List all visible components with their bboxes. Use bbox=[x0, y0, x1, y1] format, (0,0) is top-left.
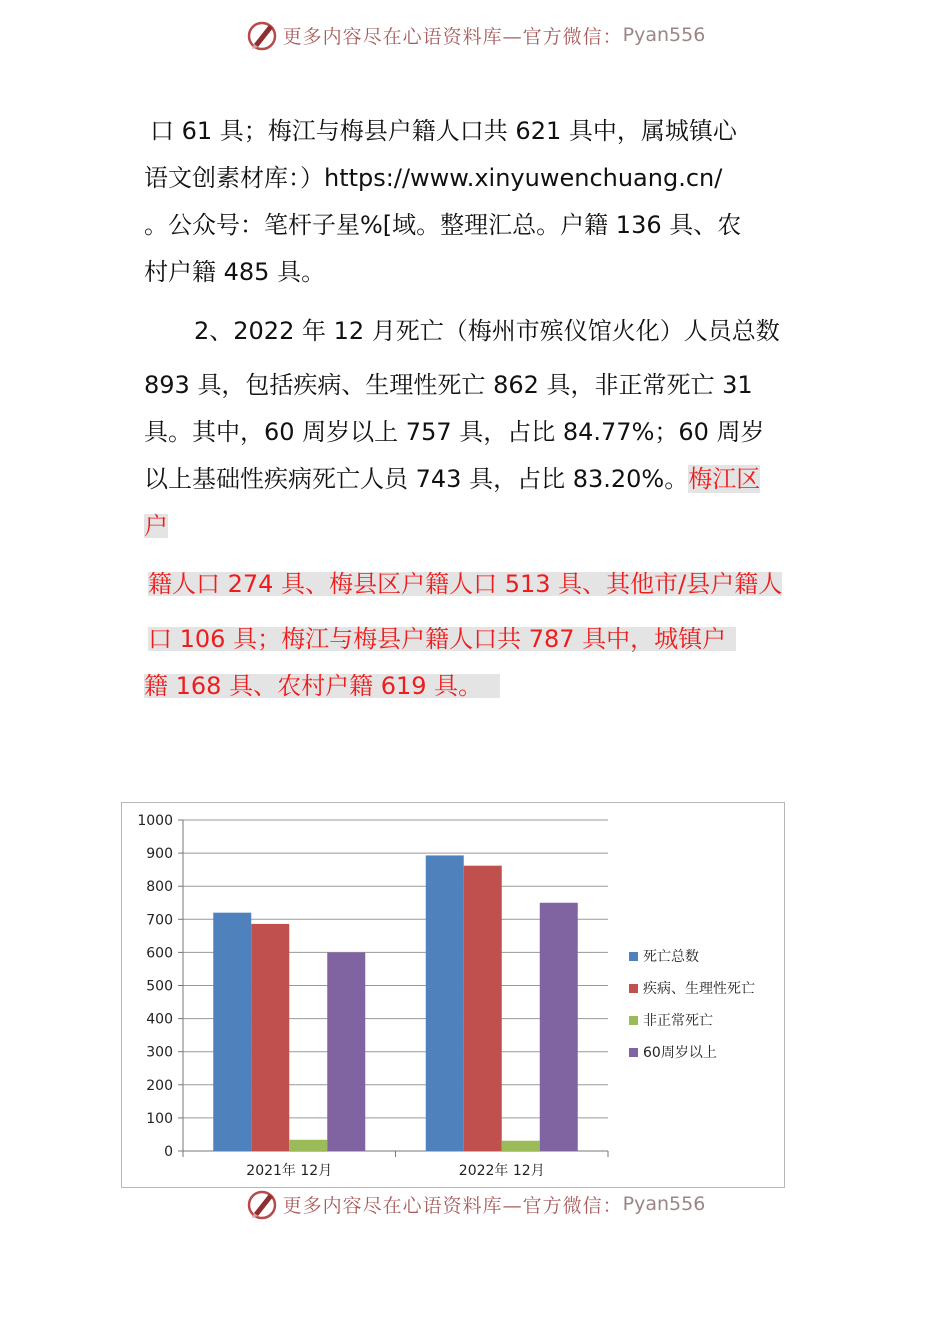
banner-text: 更多内容尽在心语资料库—官方微信： bbox=[282, 1194, 623, 1217]
bar bbox=[251, 924, 289, 1151]
paragraph-line: 语文创素材库：）https://www.xinyuwenchuang.cn/ bbox=[144, 164, 723, 192]
y-tick-label: 800 bbox=[146, 879, 173, 896]
legend-label: 60周岁以上 bbox=[643, 1045, 717, 1061]
y-tick-label: 400 bbox=[146, 1011, 173, 1028]
bar-chart bbox=[121, 802, 785, 1188]
y-tick-label: 1000 bbox=[137, 813, 173, 829]
bar bbox=[464, 866, 502, 1151]
y-tick-label: 200 bbox=[146, 1077, 173, 1094]
bar bbox=[327, 952, 365, 1151]
paragraph-line: 村户籍 485 具。 bbox=[144, 258, 326, 286]
wechat-id: Pyan556 bbox=[622, 24, 706, 46]
legend-swatch bbox=[629, 952, 638, 961]
y-tick-label: 900 bbox=[146, 846, 173, 863]
header-banner bbox=[0, 17, 950, 53]
paragraph-line: 2、2022 年 12 月死亡（梅州市殡仪馆火化）人员总数 bbox=[194, 317, 780, 345]
paragraph-text: 以上基础性疾病死亡人员 743 具，占比 83.20%。 bbox=[144, 465, 689, 493]
bar bbox=[426, 855, 464, 1151]
legend-item bbox=[629, 972, 755, 1004]
y-tick-label: 500 bbox=[146, 978, 173, 995]
paragraph-line bbox=[144, 467, 760, 491]
y-tick-label: 600 bbox=[146, 945, 173, 962]
wechat-id: Pyan556 bbox=[622, 1193, 706, 1215]
pen-logo-icon bbox=[245, 18, 279, 52]
legend-label: 非正常死亡 bbox=[643, 1013, 713, 1029]
y-tick-label: 0 bbox=[164, 1144, 173, 1160]
y-tick-label: 300 bbox=[146, 1044, 173, 1061]
legend-swatch bbox=[629, 1016, 638, 1025]
highlighted-line: 口 106 具；梅江与梅县户籍人口共 787 具中，城镇户 bbox=[148, 627, 736, 651]
legend-label: 死亡总数 bbox=[643, 949, 699, 965]
y-tick-label: 100 bbox=[146, 1110, 173, 1127]
y-tick-label: 700 bbox=[146, 912, 173, 929]
pen-logo-icon bbox=[245, 1187, 279, 1221]
x-tick-label: 2022年 12月 bbox=[458, 1163, 545, 1179]
paragraph-line: 口 61 具；梅江与梅县户籍人口共 621 具中，属城镇心 bbox=[150, 117, 737, 145]
legend-item bbox=[629, 1004, 755, 1036]
highlighted-text: 梅江区 bbox=[688, 465, 761, 493]
chart-legend bbox=[629, 940, 755, 1068]
footer-banner bbox=[0, 1186, 950, 1222]
legend-label: 疾病、生理性死亡 bbox=[643, 981, 755, 997]
highlighted-line: 籍人口 274 具、梅县区户籍人口 513 具、其他市/县户籍人 bbox=[148, 570, 783, 598]
bar bbox=[213, 913, 251, 1151]
highlighted-line: 籍 168 具、农村户籍 619 具。 bbox=[144, 674, 500, 698]
bar bbox=[289, 1140, 327, 1151]
legend-swatch bbox=[629, 984, 638, 993]
legend-swatch bbox=[629, 1048, 638, 1057]
legend-item bbox=[629, 1036, 755, 1068]
paragraph-line: 。公众号：笔杆子星%[域。整理汇总。户籍 136 具、农 bbox=[144, 211, 742, 239]
paragraph-line: 具。其中，60 周岁以上 757 具，占比 84.77%；60 周岁 bbox=[144, 418, 765, 446]
bar bbox=[502, 1141, 540, 1151]
legend-item bbox=[629, 940, 755, 972]
banner-text: 更多内容尽在心语资料库—官方微信： bbox=[282, 25, 623, 48]
bar bbox=[540, 903, 578, 1151]
x-tick-label: 2021年 12月 bbox=[246, 1163, 333, 1179]
highlighted-line: 户 bbox=[144, 512, 168, 540]
paragraph-line: 893 具，包括疾病、生理性死亡 862 具，非正常死亡 31 bbox=[144, 371, 753, 399]
